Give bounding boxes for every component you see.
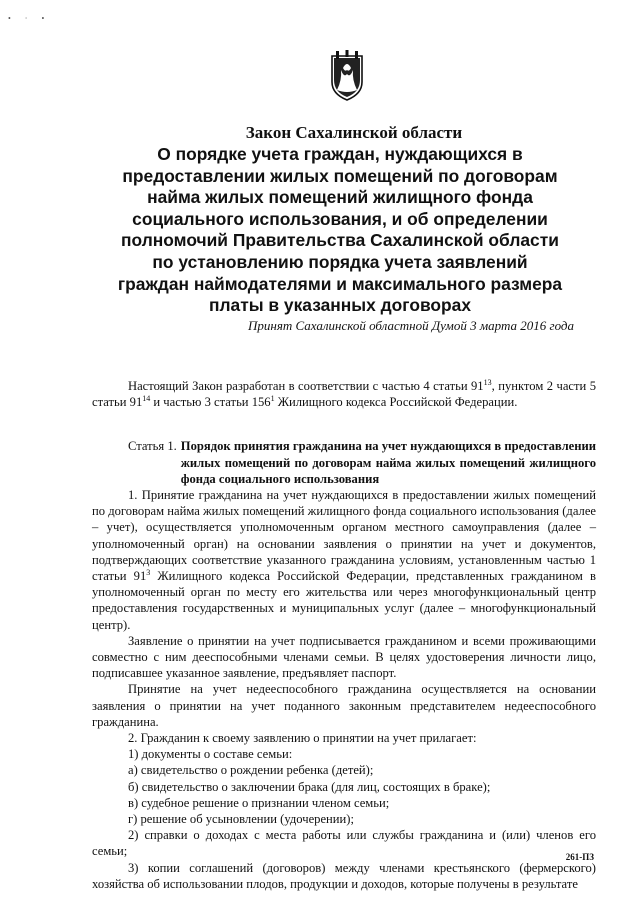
law-title-line: предоставлении жилых помещений по договорам: [122, 165, 558, 186]
article-number: Статья 1.: [128, 439, 177, 454]
law-title-line: полномочий Правительства Сахалинской области: [121, 230, 559, 251]
intro-paragraph: Настоящий Закон разработан в соответствии с частью 4 статьи $91^{13}$, пунктом 2 части 5 статьи $91^{14}$ и частью 3 статьи $156^1$ Жилищного кодекса Российской Федерации.: [92, 377, 596, 410]
law-title-line: найма жилых помещений жилищного фонда: [147, 187, 533, 208]
article-title: Порядок принятия гражданина на учет нуждающихся в предоставлении жилых помещений по договорам найма жилых помещений жилищного фонда социального использования: [180, 439, 596, 486]
list-item: 2) справки о доходах с места работы или службы гражданина и (или) членов его семьи;: [92, 828, 596, 859]
list-item: б) свидетельство о заключении брака (для лиц, состоящих в браке);: [128, 779, 491, 794]
list-item: а) свидетельство о рождении ребенка (детей);: [128, 763, 374, 778]
article-paragraph: Заявление о принятии на учет подписывается гражданином и всеми проживающими совместно с ним дееспособными членами семьи. В целях удостоверения личности лицо, подписавшее указанное заявление, предъявляет паспорт.: [92, 633, 596, 681]
law-title-line: социального использования, и об определении: [132, 208, 548, 229]
law-title-line: платы в указанных договорах: [208, 295, 471, 316]
article-paragraph: 1. Принятие гражданина на учет нуждающихся в предоставлении жилых помещений по договорам найма жилых помещений жилищного фонда социального использования (далее – учет), осуществляется уполномоченным органом местного самоуправления (далее – уполномоченный орган) на основании заявления о принятии на учет и документов, подтверждающих соответствие указанного гражданина условиям, установленным частью 1 статьи $91^3$ Жилищного кодекса Российской Федерации, представленных гражданином в уполномоченный орган по месту его жительства или через многофункциональный центр предоставления государственных и муниципальных услуг (далее – многофункциональный центр).: [92, 488, 596, 632]
law-type: Закон Сахалинской области: [245, 123, 463, 142]
law-title: [100, 144, 580, 317]
article-1-heading: [92, 438, 596, 487]
law-title-line: по установлению порядка учета заявлений: [152, 251, 528, 272]
document-code: 261-ПЗ: [565, 852, 594, 862]
list-item: г) решение об усыновлении (удочерении);: [128, 812, 354, 827]
list-item: 1) документы о составе семьи:: [128, 747, 293, 762]
adoption-note: Принят Сахалинской областной Думой 3 марта 2016 года: [248, 318, 574, 333]
sakhalin-coat-of-arms-icon: [330, 50, 364, 102]
article-paragraph: 2. Гражданин к своему заявлению о принятии на учет прилагает:: [128, 731, 477, 746]
scan-marks: • · •: [8, 14, 51, 23]
list-item: в) судебное решение о признании членом семьи;: [128, 795, 390, 810]
article-paragraph: Принятие на учет недееспособного гражданина осуществляется на основании заявления о принятии на учет поданного законным представителем недееспособного гражданина.: [92, 682, 596, 729]
law-body: [92, 378, 596, 892]
title-block: [100, 122, 580, 317]
list-item: 3) копии соглашений (договоров) между членами крестьянского (фермерского) хозяйства об использовании плодов, продукции и доходов, которые получены в результате: [92, 860, 596, 891]
law-title-line: О порядке учета граждан, нуждающихся в: [157, 144, 523, 164]
law-title-line: граждан наймодателями и максимального размера: [117, 273, 563, 294]
